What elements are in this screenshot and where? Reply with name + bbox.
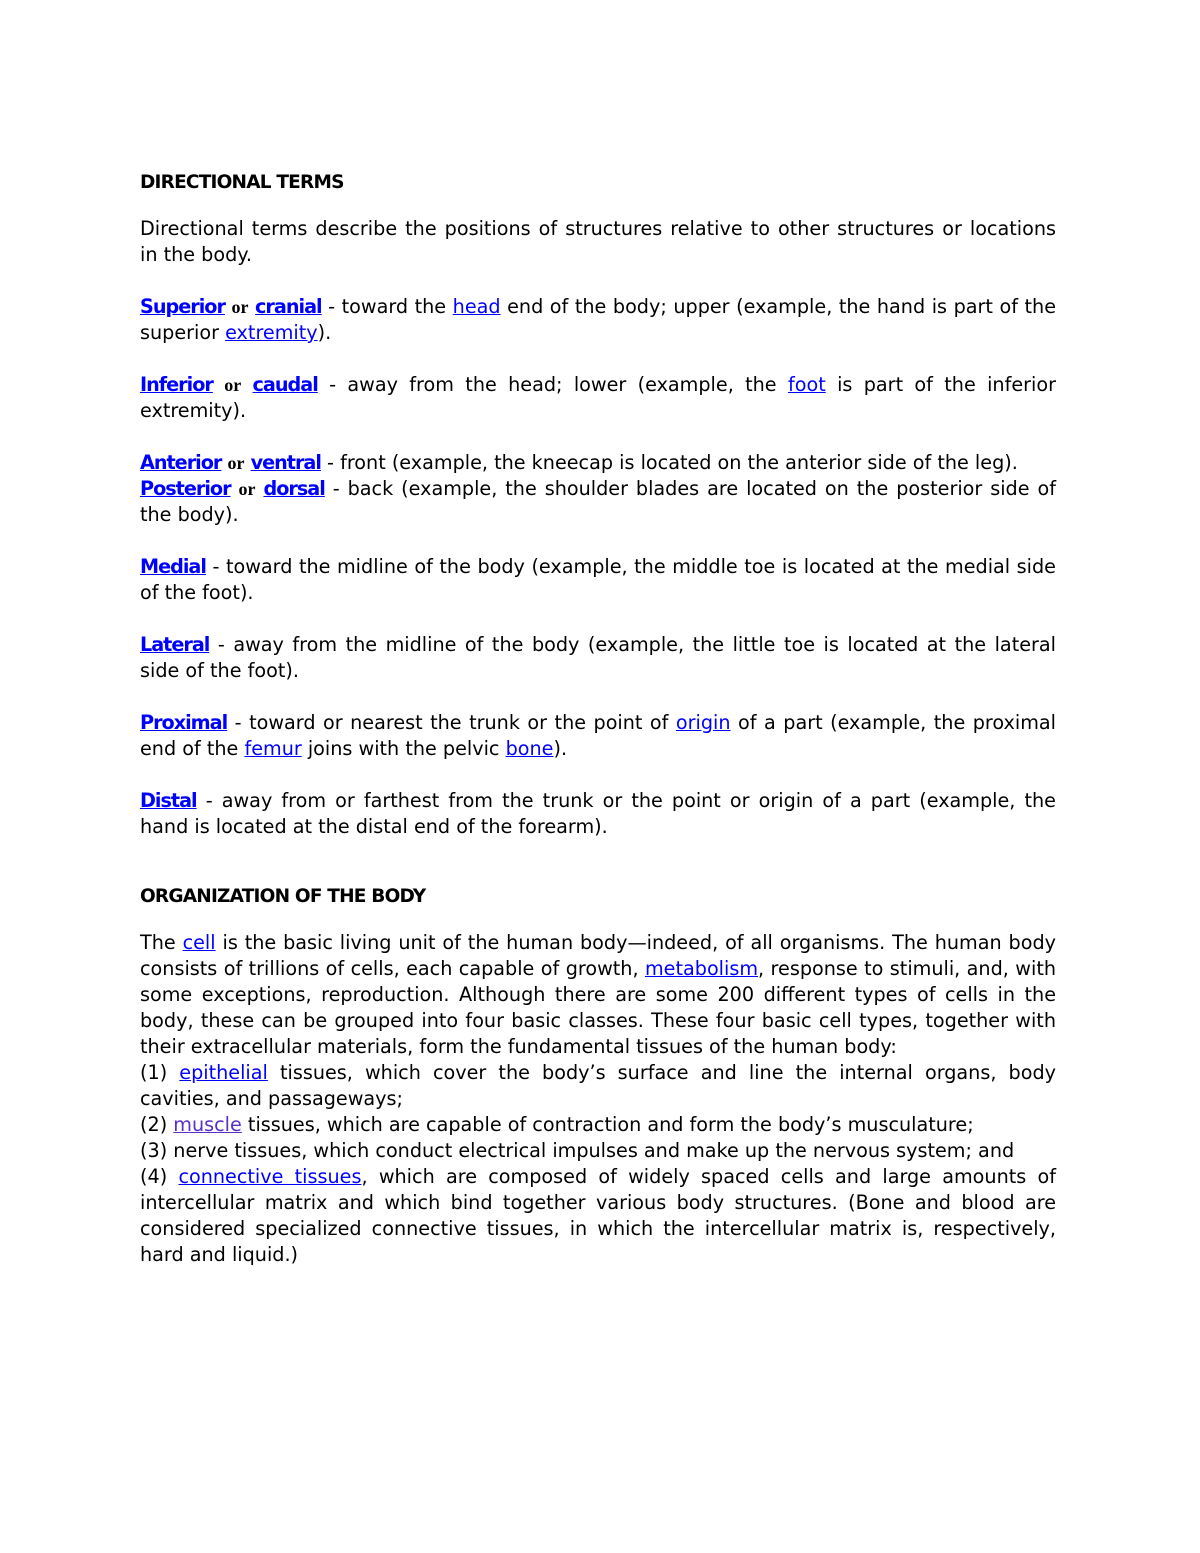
text: joins with the pelvic bbox=[301, 737, 506, 760]
link-ventral[interactable]: ventral bbox=[250, 451, 321, 474]
text: of a part (example, the proximal end of the bbox=[140, 711, 1056, 760]
link-caudal[interactable]: caudal bbox=[252, 373, 318, 396]
text: - front (example, the kneecap is located on the anterior side of the leg). bbox=[320, 451, 1018, 474]
text: - back (example, the shoulder blades are located on the posterior side of the body). bbox=[140, 477, 1056, 526]
paragraph-anterior-posterior bbox=[140, 450, 1056, 528]
link-dorsal[interactable]: dorsal bbox=[263, 477, 325, 500]
link-medial[interactable]: Medial bbox=[140, 555, 206, 578]
link-anterior[interactable]: Anterior bbox=[140, 451, 222, 474]
paragraph-superior bbox=[140, 294, 1056, 346]
link-extremity[interactable]: extremity bbox=[225, 321, 318, 344]
link-proximal[interactable]: Proximal bbox=[140, 711, 228, 734]
text: - toward the bbox=[321, 295, 453, 318]
link-femur[interactable]: femur bbox=[244, 737, 302, 760]
text: tissues, which cover the body’s surface and line the internal organs, body cavities, and passageways; bbox=[140, 1061, 1057, 1110]
line-posterior bbox=[140, 476, 1056, 528]
text: ). bbox=[317, 321, 332, 344]
text: , which are composed of widely spaced cells and large amounts of intercellular matrix and which bind together various body structures. (Bone and blood are considered specialized connective tissues, in which the intercellular matrix is, respectively, hard and liquid.) bbox=[140, 1165, 1057, 1266]
or-word: or bbox=[224, 375, 242, 395]
text: is the basic living unit of the human body—indeed, of all organisms. The human body consists of trillions of cells, each capable of growth, bbox=[140, 931, 1056, 980]
text: - toward the midline of the body (example, the middle toe is located at the medial side of the foot). bbox=[140, 555, 1056, 604]
link-metabolism[interactable]: metabolism bbox=[644, 957, 759, 980]
link-cell[interactable]: cell bbox=[182, 931, 216, 954]
text: The bbox=[140, 931, 183, 954]
link-cranial[interactable]: cranial bbox=[255, 295, 322, 318]
intro-paragraph: Directional terms describe the positions of structures relative to other structures or locations in the body. bbox=[140, 217, 1056, 266]
text: - toward or nearest the trunk or the point of bbox=[227, 711, 676, 734]
list-item-connective bbox=[140, 1164, 1056, 1268]
list-number: (2) bbox=[140, 1113, 174, 1136]
organization-body-text bbox=[140, 930, 1056, 1268]
section-heading-organization: ORGANIZATION OF THE BODY bbox=[140, 886, 426, 907]
or-word: or bbox=[227, 453, 245, 473]
paragraph-proximal bbox=[140, 710, 1056, 762]
link-foot[interactable]: foot bbox=[787, 373, 826, 396]
link-muscle[interactable]: muscle bbox=[173, 1113, 242, 1136]
link-posterior[interactable]: Posterior bbox=[140, 477, 231, 500]
paragraph-cell bbox=[140, 930, 1056, 1060]
link-lateral[interactable]: Lateral bbox=[140, 633, 210, 656]
list-number: (4) bbox=[140, 1165, 179, 1188]
list-item-nerve: (3) nerve tissues, which conduct electrical impulses and make up the nervous system; and bbox=[140, 1139, 1015, 1162]
text: - away from or farthest from the trunk or the point or origin of a part (example, the hand is located at the distal end of the forearm). bbox=[140, 789, 1056, 838]
text: end of the body; upper (example, the hand is part of the superior bbox=[140, 295, 1056, 344]
or-word: or bbox=[231, 297, 249, 317]
line-anterior bbox=[140, 450, 1056, 476]
list-item-epithelial bbox=[140, 1060, 1056, 1112]
text: - away from the midline of the body (example, the little toe is located at the lateral side of the foot). bbox=[140, 633, 1056, 682]
paragraph-medial bbox=[140, 554, 1056, 606]
link-epithelial[interactable]: epithelial bbox=[179, 1061, 268, 1084]
text: , response to stimuli, and, with some exceptions, reproduction. Although there are some 200 different types of cells in the body, these can be grouped into four basic classes. These four basic cell types, together with their extracellular materials, form the fundamental tissues of the human body: bbox=[140, 957, 1056, 1058]
text: tissues, which are capable of contraction and form the body’s musculature; bbox=[241, 1113, 974, 1136]
list-item-muscle bbox=[140, 1112, 1056, 1138]
text: - away from the head; lower (example, the bbox=[317, 373, 788, 396]
text: ). bbox=[553, 737, 568, 760]
document-page bbox=[140, 170, 1056, 1268]
section-heading-directional-terms: DIRECTIONAL TERMS bbox=[140, 172, 344, 193]
link-superior[interactable]: Superior bbox=[140, 295, 225, 318]
link-distal[interactable]: Distal bbox=[140, 789, 197, 812]
link-origin[interactable]: origin bbox=[675, 711, 731, 734]
link-head[interactable]: head bbox=[452, 295, 501, 318]
link-inferior[interactable]: Inferior bbox=[140, 373, 213, 396]
paragraph-lateral bbox=[140, 632, 1056, 684]
paragraph-inferior bbox=[140, 372, 1056, 424]
paragraph-distal bbox=[140, 788, 1056, 840]
text: is part of the inferior extremity). bbox=[140, 373, 1056, 422]
link-bone[interactable]: bone bbox=[505, 737, 554, 760]
or-word: or bbox=[238, 479, 256, 499]
link-connective-tissues[interactable]: connective tissues bbox=[178, 1165, 362, 1188]
list-number: (1) bbox=[140, 1061, 180, 1084]
